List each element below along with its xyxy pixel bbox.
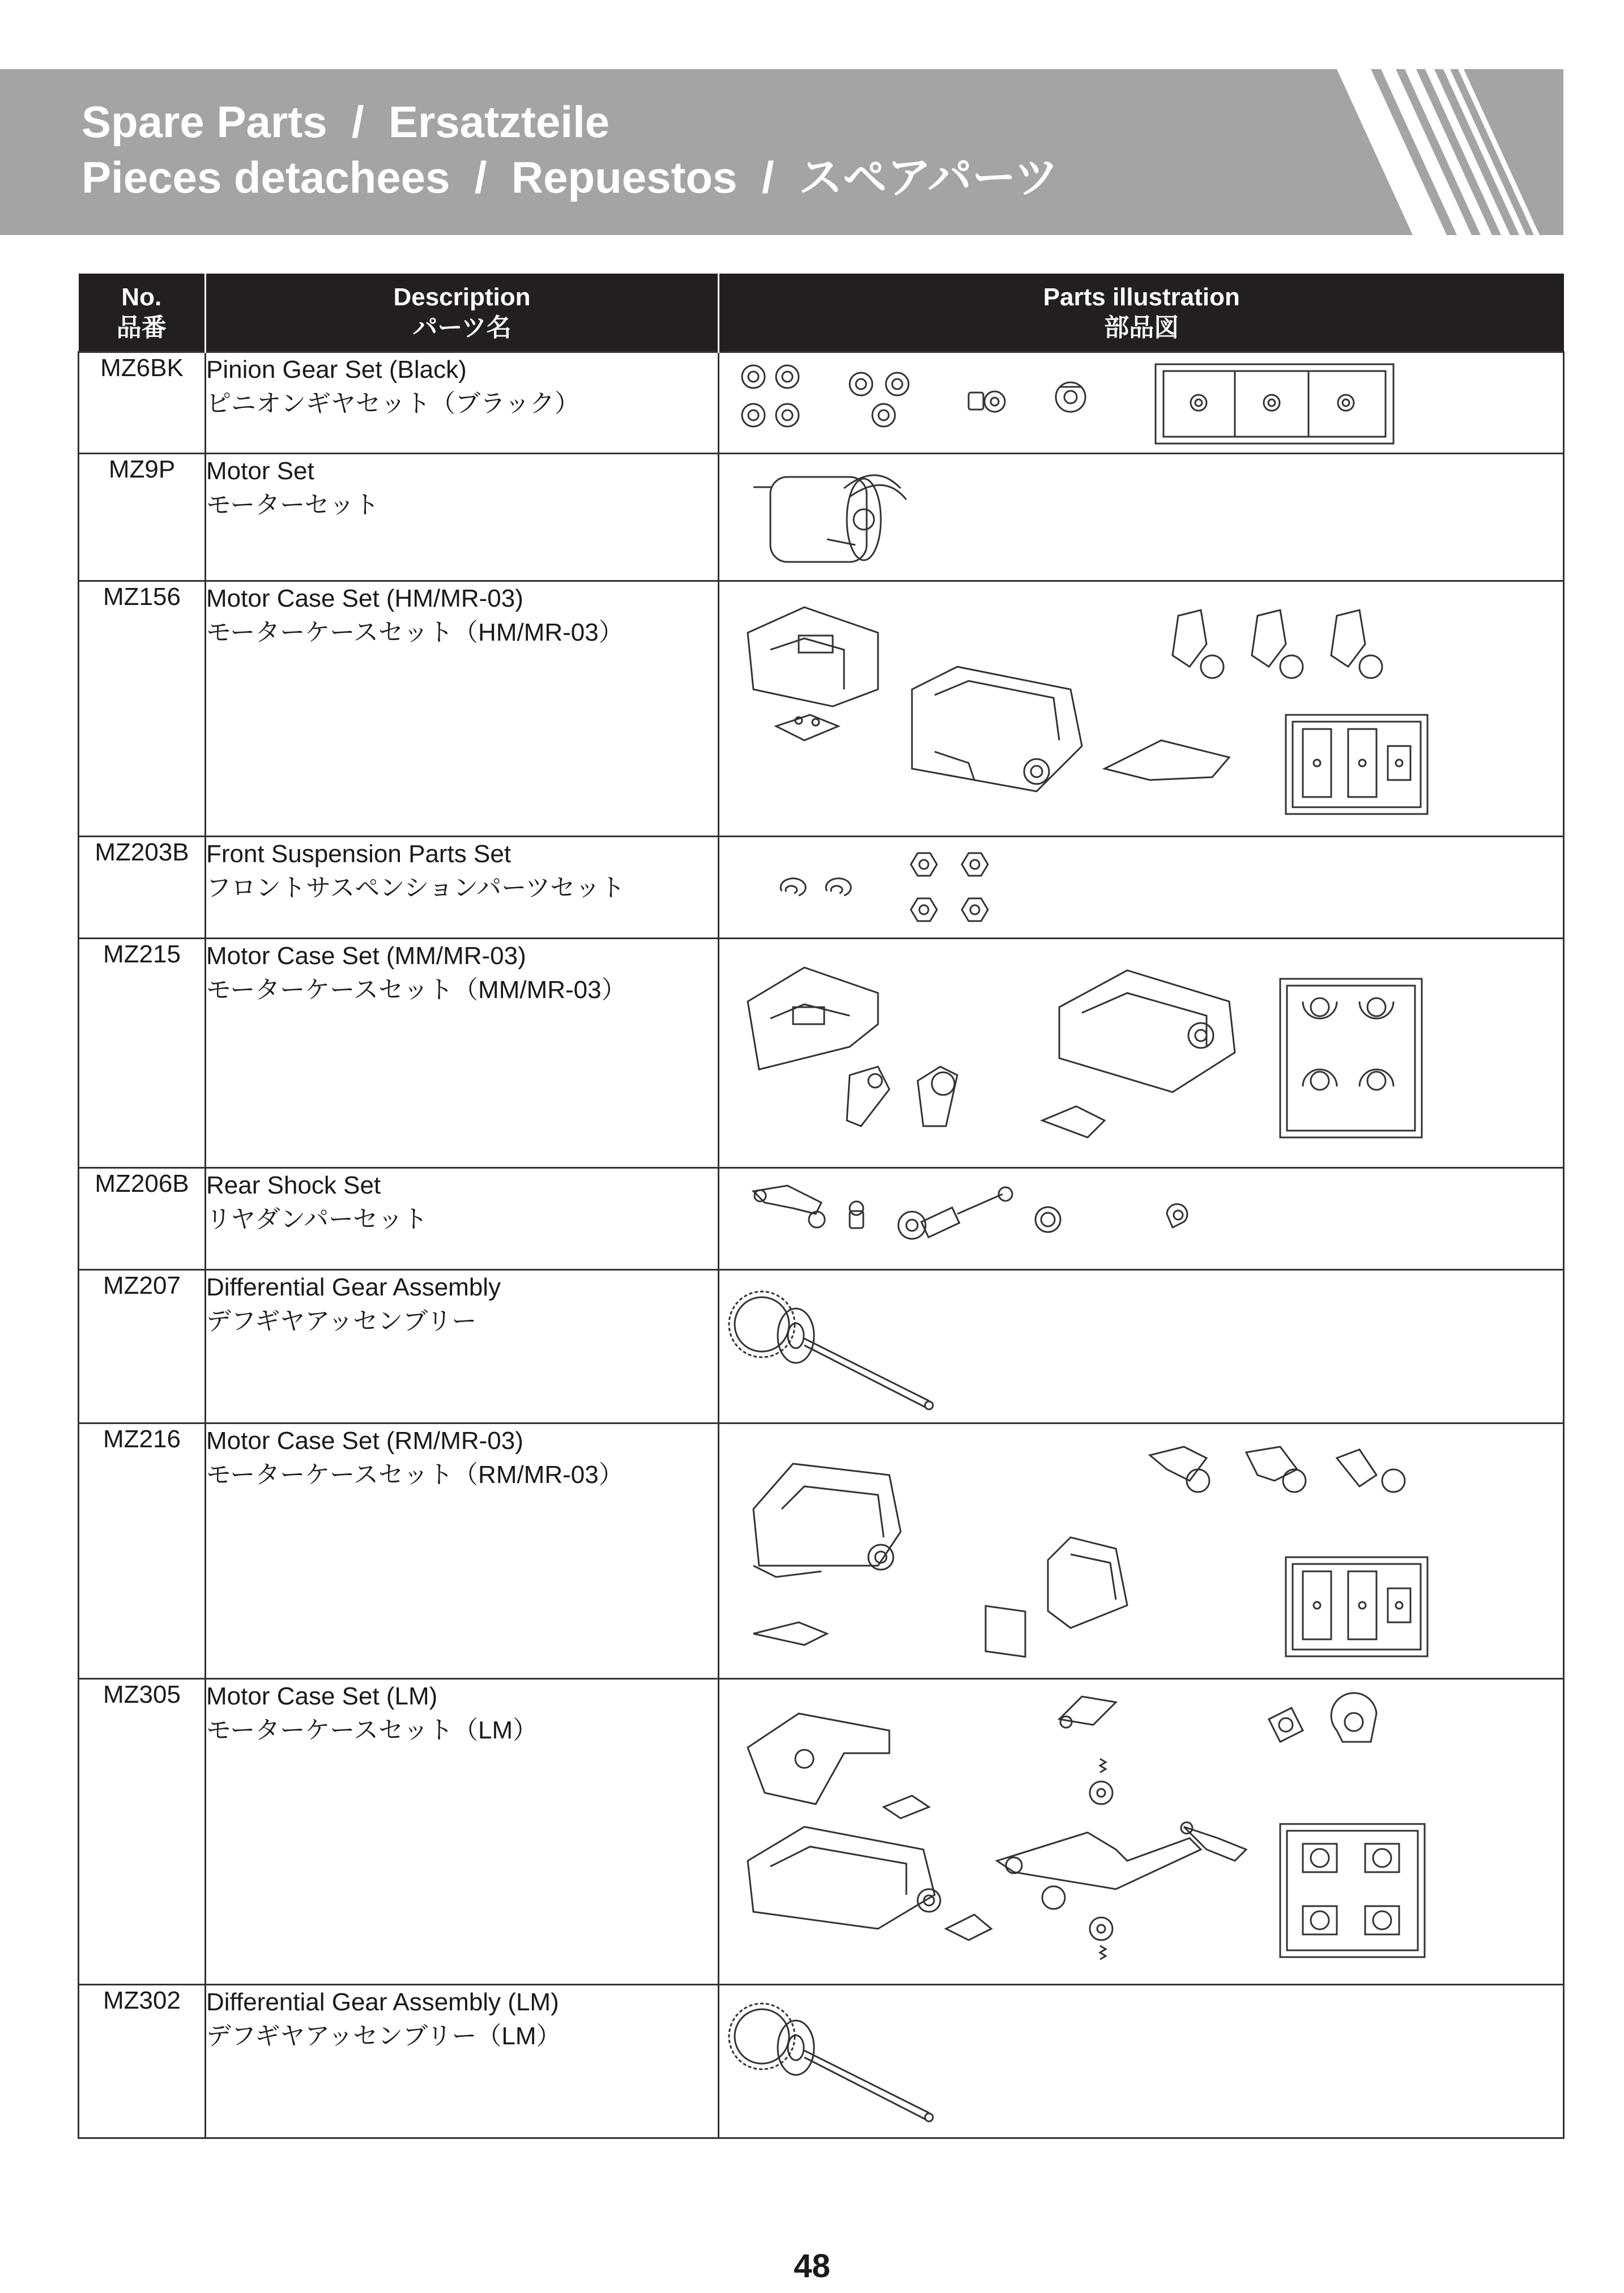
part-illustration-cell bbox=[719, 837, 1564, 939]
pinion-gear-set-drawing bbox=[719, 353, 1561, 449]
part-name-jp: モーターセット bbox=[206, 491, 380, 519]
page-title-line-2: Pieces detachees / Repuestos / スペアパーツ bbox=[82, 152, 1059, 202]
table-row bbox=[79, 1679, 1564, 1985]
motor-case-mm-drawing bbox=[719, 939, 1561, 1166]
part-description bbox=[206, 1423, 719, 1679]
part-illustration-cell bbox=[719, 1168, 1564, 1270]
column-header-number-jp: 品番 bbox=[116, 313, 167, 342]
table-row bbox=[79, 939, 1564, 1168]
part-illustration-cell bbox=[719, 939, 1564, 1168]
part-number: MZ9P bbox=[79, 454, 206, 581]
part-illustration-cell bbox=[719, 581, 1564, 837]
part-name-en: Differential Gear Assembly bbox=[206, 1273, 501, 1301]
part-description bbox=[206, 581, 719, 837]
part-name-jp: モーターケースセット（HM/MR-03） bbox=[206, 619, 624, 646]
motor-drawing bbox=[719, 454, 1561, 579]
motor-case-hm-drawing bbox=[719, 582, 1561, 834]
spare-parts-table bbox=[78, 274, 1565, 2139]
column-header-description-jp: パーツ名 bbox=[412, 313, 512, 342]
table-row bbox=[79, 1985, 1564, 2138]
differential-gear-drawing bbox=[719, 1271, 1561, 1421]
column-header-illustration bbox=[719, 274, 1564, 352]
part-number: MZ216 bbox=[79, 1423, 206, 1679]
column-header-illustration-en: Parts illustration bbox=[1043, 283, 1240, 311]
motor-case-lm-drawing bbox=[719, 1680, 1561, 1983]
part-name-en: Differential Gear Assembly (LM) bbox=[206, 1988, 559, 2016]
rear-shock-drawing bbox=[719, 1169, 1561, 1268]
part-number: MZ302 bbox=[79, 1985, 206, 2138]
part-illustration-cell bbox=[719, 352, 1564, 454]
table-row bbox=[79, 837, 1564, 939]
part-number: MZ215 bbox=[79, 939, 206, 1168]
part-illustration-cell bbox=[719, 1423, 1564, 1679]
table-header-row bbox=[79, 274, 1564, 352]
table-row bbox=[79, 352, 1564, 454]
part-description bbox=[206, 939, 719, 1168]
table-row bbox=[79, 581, 1564, 837]
part-name-jp: ピニオンギヤセット（ブラック） bbox=[206, 390, 580, 417]
part-description bbox=[206, 837, 719, 939]
part-name-en: Rear Shock Set bbox=[206, 1171, 381, 1199]
part-description bbox=[206, 1168, 719, 1270]
column-header-number-en: No. bbox=[121, 283, 162, 311]
part-description bbox=[206, 454, 719, 581]
part-name-en: Motor Case Set (MM/MR-03) bbox=[206, 942, 526, 970]
part-name-jp: デフギヤアッセンブリー（LM） bbox=[206, 2022, 561, 2050]
table-row bbox=[79, 1423, 1564, 1679]
part-illustration-cell bbox=[719, 1679, 1564, 1985]
part-name-en: Motor Set bbox=[206, 457, 314, 485]
column-header-description-en: Description bbox=[393, 283, 531, 311]
part-number: MZ305 bbox=[79, 1679, 206, 1985]
part-number: MZ206B bbox=[79, 1168, 206, 1270]
part-description bbox=[206, 1270, 719, 1423]
differential-gear-lm-drawing bbox=[719, 1985, 1561, 2136]
part-name-jp: モーターケースセット（LM） bbox=[206, 1716, 538, 1744]
column-header-illustration-jp: 部品図 bbox=[1104, 313, 1179, 342]
part-name-jp: リヤダンパーセット bbox=[206, 1205, 428, 1233]
part-name-jp: モーターケースセット（RM/MR-03） bbox=[206, 1461, 624, 1489]
column-header-number bbox=[79, 274, 206, 352]
part-name-jp: デフギヤアッセンブリー bbox=[206, 1307, 477, 1335]
part-name-en: Motor Case Set (RM/MR-03) bbox=[206, 1427, 523, 1455]
part-number: MZ207 bbox=[79, 1270, 206, 1423]
front-suspension-parts-drawing bbox=[719, 837, 1561, 936]
part-number: MZ156 bbox=[79, 581, 206, 837]
part-name-en: Front Suspension Parts Set bbox=[206, 840, 512, 868]
table-row bbox=[79, 454, 1564, 581]
table-row bbox=[79, 1168, 1564, 1270]
table-row bbox=[79, 1270, 1564, 1423]
part-illustration-cell bbox=[719, 1985, 1564, 2138]
part-name-en: Pinion Gear Set (Black) bbox=[206, 356, 467, 383]
part-number: MZ203B bbox=[79, 837, 206, 939]
part-number: MZ6BK bbox=[79, 352, 206, 454]
column-header-description bbox=[206, 274, 719, 352]
part-illustration-cell bbox=[719, 1270, 1564, 1423]
page-number: 48 bbox=[794, 2248, 830, 2285]
part-name-jp: モーターケースセット（MM/MR-03） bbox=[206, 976, 626, 1004]
page-title-line-1: Spare Parts / Ersatzteile bbox=[82, 97, 610, 147]
part-description bbox=[206, 1985, 719, 2138]
part-name-en: Motor Case Set (LM) bbox=[206, 1682, 438, 1710]
part-illustration-cell bbox=[719, 454, 1564, 581]
part-name-en: Motor Case Set (HM/MR-03) bbox=[206, 585, 523, 612]
banner-stripes bbox=[1337, 69, 1563, 235]
part-name-jp: フロントサスペンションパーツセット bbox=[206, 874, 625, 902]
part-description bbox=[206, 1679, 719, 1985]
motor-case-rm-drawing bbox=[719, 1424, 1561, 1676]
part-description bbox=[206, 352, 719, 454]
